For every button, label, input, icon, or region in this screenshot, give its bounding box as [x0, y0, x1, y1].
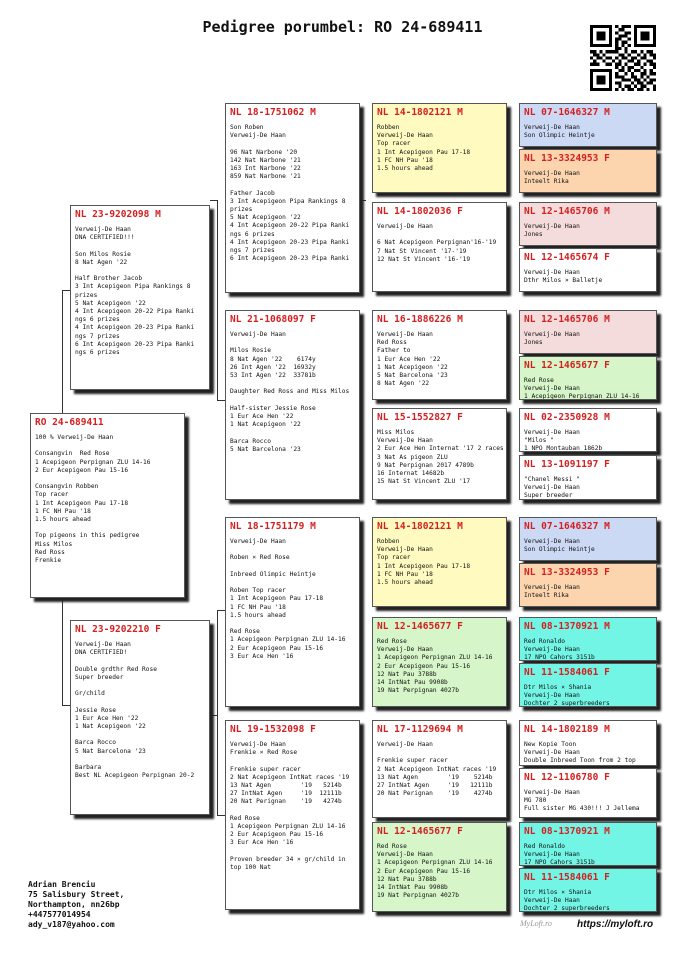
card-line: 14 IntNat Pau 9908b — [377, 884, 448, 892]
signature-logo: MyLoft.ro — [520, 919, 552, 928]
card-line: Red Rose — [230, 628, 260, 636]
card-line: 2 Nat Acepigeon IntNat races '19 — [377, 765, 497, 773]
connector-line — [210, 200, 217, 201]
card-line: Top racer — [35, 491, 69, 499]
pigeon-card-ddd — [372, 822, 507, 912]
pigeon-card-g1 — [519, 103, 657, 147]
ring-number: NL 11-1584061 F — [524, 667, 610, 678]
ring-number: NL 07-1646327 M — [524, 107, 610, 118]
card-line: Verweij-De Haan — [524, 897, 580, 905]
card-line: 8 Nat Agen '22 6174y — [230, 355, 316, 363]
card-line: Gr/child — [75, 690, 105, 698]
pigeon-card-dd — [225, 720, 360, 910]
ring-number: NL 21-1068097 F — [230, 314, 316, 325]
ring-number: NL 17-1129694 M — [377, 724, 463, 735]
card-line: Verweij-De Haan — [524, 429, 580, 436]
ring-number: NL 13-3324953 F — [524, 567, 610, 578]
ring-number: NL 07-1646327 M — [524, 521, 610, 532]
card-line — [35, 524, 180, 532]
card-line: 4 Int Acepigeon 20-23 Pipa Ranki — [230, 238, 350, 246]
card-line: Top racer — [377, 140, 411, 148]
card-line: Miss Milos — [377, 429, 415, 436]
card-line: 1 Acepigeon Perpignan ZLU 14-16 — [230, 823, 346, 831]
card-line: Dthr Milos × Balletje — [524, 277, 603, 285]
connector-line — [217, 300, 218, 301]
card-line: Barbara — [75, 764, 102, 772]
card-line: 19 Nat Perpignan 4027b — [377, 892, 459, 900]
card-line: 5 Nat Barcelona '23 — [75, 747, 146, 755]
card-line: Verweij-De Haan — [377, 741, 433, 748]
card-line: Double grdthr Red Rose — [75, 665, 157, 673]
card-line — [230, 429, 355, 437]
card-line: Consangvin Red Rose — [35, 450, 110, 458]
card-line: prizes — [75, 291, 98, 299]
ring-number: NL 08-1370921 M — [524, 826, 610, 837]
card-line: 1 Int Acepigeon Pau 17-18 — [35, 499, 129, 507]
card-line — [75, 731, 205, 739]
ring-number: NL 23-9202210 F — [75, 624, 161, 635]
card-line: 6 Nat Acepigeon Perpignan'16-'19 — [377, 239, 497, 247]
pigeon-card-sss — [372, 103, 507, 193]
card-line: Top racer — [377, 554, 411, 562]
card-line: 142 Nat Narbone '21 — [230, 156, 301, 164]
connector-line — [62, 705, 70, 706]
page-title: Pedigree porumbel: RO 24-689411 — [202, 18, 483, 36]
card-line: 26 Int Agen '22 16932y — [230, 363, 316, 371]
card-line: ngs 7 prizes — [230, 247, 275, 255]
card-line: 3 Eur Ace Hen '16 — [230, 839, 294, 847]
card-line: 1 Int Acepigeon Pau 17-18 — [377, 148, 471, 156]
connector-line — [62, 290, 63, 415]
card-line: Super breeder — [75, 673, 124, 681]
pigeon-card-ssd — [372, 202, 507, 292]
card-line: "Chanel Messi " — [524, 476, 580, 483]
ring-number: NL 13-3324953 F — [524, 153, 610, 164]
card-line — [230, 757, 355, 765]
card-line: 8 Nat Agen '22 — [377, 380, 430, 388]
card-line — [230, 546, 355, 554]
card-line: "Milos " — [524, 437, 554, 445]
card-line: Red Rose — [230, 814, 260, 822]
card-line: Inteelt Rika — [524, 592, 569, 600]
card-line — [230, 620, 355, 628]
card-line: Verweij-De Haan — [524, 124, 580, 131]
website-link[interactable]: https://myloft.ro — [577, 919, 654, 930]
ring-number: NL 23-9202098 M — [75, 209, 161, 220]
card-line: Top pigeons in this pedigree — [35, 532, 140, 540]
card-line: Verweij-De Haan — [377, 331, 433, 338]
pigeon-card-g7 — [519, 408, 657, 452]
card-line: 2 Eur Ace Hen Internat '17 2 races — [377, 445, 504, 453]
card-line: 1.5 hours ahead — [35, 516, 91, 524]
pigeon-card-sd — [225, 310, 360, 500]
ring-number: NL 11-1584061 F — [524, 872, 610, 883]
card-line: 17 NPO Cahors 3151b — [524, 859, 595, 866]
card-line: Proven breeder 34 × gr/child in — [230, 855, 346, 863]
pigeon-card-g5 — [519, 310, 657, 354]
card-line: 2 Eur Acepigeon Pau 15-16 — [230, 644, 324, 652]
card-line: 5 Nat Acepigeon '22 — [75, 299, 146, 307]
card-line: Verweij-De Haan — [377, 546, 433, 554]
card-line: Jessie Rose — [75, 706, 116, 714]
ring-number: NL 12-1465677 F — [377, 826, 463, 837]
owner-name: Adrian Brenciu — [28, 880, 96, 889]
card-line: Father Jacob — [230, 189, 275, 197]
pigeon-card-d — [70, 620, 210, 815]
pigeon-card-ds — [225, 517, 360, 707]
card-line: Super breeder — [524, 492, 573, 500]
card-line: DNA CERTIFIED!!! — [75, 234, 135, 242]
card-line: Verweij-De Haan — [230, 741, 286, 748]
card-line: Son Olimpic Heintje — [524, 546, 595, 554]
pigeon-card-sds — [372, 310, 507, 400]
card-line — [230, 339, 355, 347]
card-line: 13 Nat Agen '19 5214b — [230, 782, 342, 790]
ring-number: NL 15-1552827 F — [377, 412, 463, 423]
card-line: Red Ronaldo — [524, 843, 565, 850]
card-line — [230, 807, 355, 815]
owner-address: 75 Salisbury Street, — [28, 890, 125, 899]
card-line: Roben Top racer — [230, 587, 286, 595]
card-line: 5 Nat Acepigeon '22 — [230, 214, 301, 222]
pigeon-card-main — [30, 413, 185, 598]
card-line: 3 Nat As pigeon ZLU — [377, 453, 448, 461]
pigeon-card-g6 — [519, 356, 657, 400]
card-line — [230, 140, 355, 148]
card-line: Jones — [524, 339, 543, 347]
card-line: Frenkie super racer — [377, 757, 448, 765]
ring-number: NL 13-1091197 F — [524, 459, 610, 470]
ring-number: NL 19-1532098 F — [230, 724, 316, 735]
pigeon-card-g9 — [519, 517, 657, 561]
card-line: Dtr Milos × Shania — [524, 889, 592, 896]
card-line: Red Rose — [377, 638, 407, 645]
card-line: ngs 6 prizes — [230, 230, 275, 238]
card-line: 1.5 hours ahead — [230, 611, 286, 619]
card-line — [75, 756, 205, 764]
card-line: Robben — [377, 538, 400, 545]
card-line: Red Ronaldo — [524, 638, 565, 645]
card-line — [230, 579, 355, 587]
card-line: 3 Int Acepigeon Pipa Rankings 8 — [75, 283, 191, 291]
owner-phone: +447577014954 — [28, 910, 91, 919]
card-line: 1.5 hours ahead — [377, 579, 433, 587]
card-line: Red Ross — [377, 339, 407, 347]
connector-line — [360, 200, 366, 201]
card-line: 27 IntNat Agen '19 12111b — [230, 790, 342, 798]
pigeon-card-g8 — [519, 455, 657, 500]
connector-line — [217, 610, 218, 815]
card-line: ngs 7 prizes — [75, 332, 120, 340]
pigeon-card-g3 — [519, 202, 657, 246]
card-line: Red Ross — [35, 548, 65, 556]
card-line: 7 Nat St Vincent '17-'19 — [377, 247, 467, 255]
card-line: Inteelt Rika — [524, 178, 569, 186]
ring-number: NL 14-1802036 F — [377, 206, 463, 217]
pigeon-card-dss — [372, 517, 507, 607]
card-line: Verweij-De Haan — [524, 538, 580, 545]
card-line: prizes — [230, 206, 253, 214]
card-line: 1 Acepigeon Perpignan ZLU 14-16 — [377, 859, 493, 867]
card-line: 1 FC NH Pau '18 — [35, 507, 91, 515]
connector-line — [217, 400, 225, 401]
card-line: Frenkie × Red Rose — [230, 749, 298, 757]
connector-line — [217, 610, 225, 611]
card-line — [75, 682, 205, 690]
pigeon-card-g14 — [519, 768, 657, 818]
pigeon-card-ss — [225, 103, 360, 293]
card-line: Dochter 2 superbreeders — [524, 905, 610, 912]
card-line: Miss Milos — [35, 540, 73, 548]
card-line: Verweij-De Haan — [524, 385, 580, 393]
pigeon-card-g10 — [519, 563, 657, 607]
ring-number: NL 08-1370921 M — [524, 621, 610, 632]
ring-number: NL 18-1751179 M — [230, 521, 316, 532]
card-line: 2 Eur Acepigeon Pau 15-16 — [377, 662, 471, 670]
card-line: 1 Nat Acepigeon '22 — [377, 363, 448, 371]
card-line: Verweij-De Haan — [377, 437, 433, 445]
card-line: Robben — [377, 124, 400, 131]
card-line: 1 Eur Ace Hen '22 — [377, 355, 441, 363]
card-line: Verweij-De Haan — [524, 331, 580, 338]
card-line: 1 Acepigeon Perpignan ZLU 14-16 — [230, 636, 346, 644]
card-line: 16 Internat 14682b — [377, 470, 445, 478]
card-line — [230, 181, 355, 189]
card-line: 1 Acepigeon Perpignan ZLU 14-16 — [377, 654, 493, 662]
connector-line — [217, 815, 225, 816]
card-line: Verweij-De Haan — [524, 584, 580, 591]
card-line: ngs 6 prizes — [75, 316, 120, 324]
ring-number: NL 12-1465677 F — [524, 360, 610, 371]
card-line: Verweij-De Haan — [524, 851, 580, 859]
card-line: DNA CERTIFIED! — [75, 649, 128, 657]
card-line — [377, 749, 502, 757]
card-line: 27 IntNat Agen '19 12111b — [377, 782, 493, 790]
ring-number: NL 16-1886226 M — [377, 314, 463, 325]
ring-number: NL 02-2350928 M — [524, 412, 610, 423]
ring-number: NL 14-1802121 M — [377, 107, 463, 118]
card-line: 3 Eur Ace Hen '16 — [230, 652, 294, 660]
card-line: 100 % Verweij-De Haan — [35, 434, 114, 441]
card-line: 4 Int Acepigeon 20-22 Pipa Ranki — [230, 222, 350, 230]
card-line: 19 Nat Perpignan 4027b — [377, 687, 459, 695]
card-line: 6 Int Acepigeon 20-23 Pipa Ranki — [75, 340, 195, 348]
card-line: 12 Nat St Vincent '16-'19 — [377, 255, 471, 263]
card-line: 859 Nat Narbone '21 — [230, 173, 301, 181]
card-line: 53 Int Agen '22 33781b — [230, 372, 316, 380]
card-line: Red Rose — [377, 843, 407, 850]
card-line: ngs 6 prizes — [75, 349, 120, 357]
pigeon-card-dsd — [372, 617, 507, 707]
owner-contact — [28, 880, 124, 930]
pigeon-card-g15 — [519, 822, 657, 866]
card-line: 163 Int Narbone '22 — [230, 165, 301, 173]
card-line: 1 FC NH Pau '18 — [377, 570, 433, 578]
ring-number: NL 18-1751062 M — [230, 107, 316, 118]
card-line: Frenkie — [35, 557, 62, 565]
card-line: Roben × Red Rose — [230, 554, 290, 562]
card-line — [230, 563, 355, 571]
card-line: 4 Int Acepigeon 20-23 Pipa Ranki — [75, 324, 195, 332]
card-line: Half Brother Jacob — [75, 275, 143, 283]
card-line — [75, 657, 205, 665]
card-line: 1 NPO Montauban 1862b — [524, 445, 603, 452]
card-line: Verweij-De Haan — [524, 789, 580, 796]
card-line: 1 Acepigeon Perpignan ZLU 14-16 — [35, 458, 151, 466]
card-line: Son Roben — [230, 124, 264, 131]
pigeon-card-g13 — [519, 720, 657, 766]
card-line: Full sister MG 430!!! J Jellema — [524, 805, 640, 813]
card-line — [75, 698, 205, 706]
card-line: Verweij-De Haan — [377, 646, 433, 654]
card-line: 12 Nat Pau 3788b — [377, 670, 437, 678]
card-line: 9 Nat Perpignan 2017 4789b — [377, 461, 474, 469]
card-line — [230, 848, 355, 856]
pigeon-card-sdd — [372, 408, 507, 500]
card-line: Verweij-De Haan — [377, 851, 433, 859]
card-line: 1 Eur Ace Hen '22 — [230, 413, 294, 421]
card-line: Verweij-De Haan — [75, 226, 131, 233]
card-line: Verweij-De Haan — [524, 749, 580, 757]
owner-city: Northampton, nn26bp — [28, 900, 120, 909]
ring-number: RO 24-689411 — [35, 417, 104, 428]
card-line: 1.5 hours ahead — [377, 165, 433, 173]
card-line: Barca Rocco — [75, 739, 116, 747]
pigeon-card-g16 — [519, 868, 657, 912]
pigeon-card-dds — [372, 720, 507, 818]
card-line: Verweij-De Haan — [377, 132, 433, 140]
card-line: Verweij-De Haan — [230, 331, 286, 338]
pigeon-card-g11 — [519, 617, 657, 661]
card-line: 1 Eur Ace Hen '22 — [75, 714, 139, 722]
card-line: 1 FC NH Pau '18 — [377, 156, 433, 164]
card-line: 1 Nat Acepigeon '22 — [75, 723, 146, 731]
connector-line — [62, 290, 70, 291]
card-line: Son Milos Rosie — [75, 250, 131, 258]
card-line: Verweij-De Haan — [524, 223, 580, 230]
pigeon-card-g2 — [519, 149, 657, 193]
card-line: Half-sister Jessie Rose — [230, 404, 316, 412]
card-line: Verweij-De Haan — [524, 269, 580, 276]
card-line: Father to — [377, 347, 411, 355]
card-line: 20 Nat Perignan '19 4274b — [230, 798, 342, 806]
ring-number: NL 12-1465706 M — [524, 314, 610, 325]
card-line: MG 780 — [524, 797, 547, 805]
card-line — [230, 380, 355, 388]
card-line: 17 NPO Cahors 3151b — [524, 654, 595, 661]
card-line: 2 Nat Acepigeon IntNat races '19 — [230, 773, 350, 781]
card-line: Verweij-De Haan — [524, 646, 580, 654]
card-line: top 100 Nat — [230, 864, 271, 872]
card-line: Double Inbreed Toon from 2 top — [524, 757, 636, 765]
card-line: Son Olimpic Heintje — [524, 132, 595, 140]
card-line: 5 Nat Barcelona '23 — [230, 445, 301, 453]
card-line: 2 Eur Acepigeon Pau 15-16 — [35, 466, 129, 474]
card-line — [230, 397, 355, 405]
card-line: 1 Int Acepigeon Pau 17-18 — [230, 595, 324, 603]
card-line: 6 Int Acepigeon 20-23 Pipa Ranki — [230, 255, 350, 263]
card-line: Verweij-De Haan — [230, 538, 286, 545]
card-line: 1 Int Acepigeon Pau 17-18 — [377, 562, 471, 570]
card-line: Inbreed Olimpic Heintje — [230, 570, 316, 578]
card-line: 1 FC NH Pau '18 — [230, 603, 286, 611]
card-line: 13 Nat Agen '19 5214b — [377, 773, 493, 781]
card-line: Best NL Acepigeon Perpignan 20-2 — [75, 772, 195, 780]
card-line: Verweij-De Haan — [524, 692, 580, 700]
card-line: New Kopie Toon — [524, 741, 577, 748]
ring-number: NL 12-1106780 F — [524, 772, 610, 783]
card-line: 12 Nat Pau 3788b — [377, 875, 437, 883]
pigeon-card-g12 — [519, 663, 657, 707]
card-line: 1 Acepigeon Perpignan ZLU 14-16 — [524, 393, 640, 400]
card-line — [377, 231, 502, 239]
card-line: Jones — [524, 231, 543, 239]
qr-code — [590, 25, 656, 91]
card-line — [35, 475, 180, 483]
ring-number: NL 12-1465674 F — [524, 252, 610, 263]
card-line: 8 Nat Agen '22 — [75, 258, 128, 266]
card-line: 5 Nat Barcelona '23 — [377, 372, 448, 380]
card-line: Verweij-De Haan — [524, 484, 580, 492]
ring-number: NL 12-1465706 M — [524, 206, 610, 217]
card-line: Milos Rosie — [230, 347, 271, 355]
ring-number: NL 14-1802189 M — [524, 724, 610, 735]
card-line: Daughter Red Ross and Miss Milos — [230, 388, 350, 396]
connector-line — [62, 595, 63, 705]
card-line: Consangvin Robben — [35, 483, 99, 491]
card-line: Verweij-De Haan — [524, 170, 580, 177]
card-line: 14 IntNat Pau 9908b — [377, 679, 448, 687]
card-line: 4 Int Acepigeon 20-22 Pipa Ranki — [75, 308, 195, 316]
card-line: Verweij-De Haan — [75, 641, 131, 648]
ring-number: NL 12-1465677 F — [377, 621, 463, 632]
card-line: 2 Eur Acepigeon Pau 15-16 — [230, 831, 324, 839]
card-line: Dtr Milos × Shania — [524, 684, 592, 691]
card-line: Verweij-De Haan — [230, 132, 286, 140]
pigeon-card-g4 — [519, 248, 657, 292]
ring-number: NL 14-1802121 M — [377, 521, 463, 532]
card-line: 20 Nat Perignan '19 4274b — [377, 790, 493, 798]
card-line: Dochter 2 superbreeders — [524, 700, 610, 707]
card-line: 15 Nat St Vincent ZLU '17 — [377, 478, 471, 486]
pigeon-card-s — [70, 205, 210, 390]
card-line — [75, 242, 205, 250]
card-line — [75, 267, 205, 275]
connector-line — [210, 715, 217, 716]
card-line: 3 Int Acepigeon Pipa Rankings 8 — [230, 197, 346, 205]
card-line: Red Rose — [524, 377, 554, 384]
card-line: Frenkie super racer — [230, 765, 301, 773]
card-line: 96 Nat Narbone '20 — [230, 148, 298, 156]
card-line: Barca Rocco — [230, 437, 271, 445]
owner-email: ady_v187@yahoo.com — [28, 920, 115, 929]
card-line: 1 Nat Acepigeon '22 — [230, 421, 301, 429]
card-line: Verweij-De Haan — [377, 223, 433, 230]
card-line: 2 Eur Acepigeon Pau 15-16 — [377, 867, 471, 875]
card-line — [35, 442, 180, 450]
